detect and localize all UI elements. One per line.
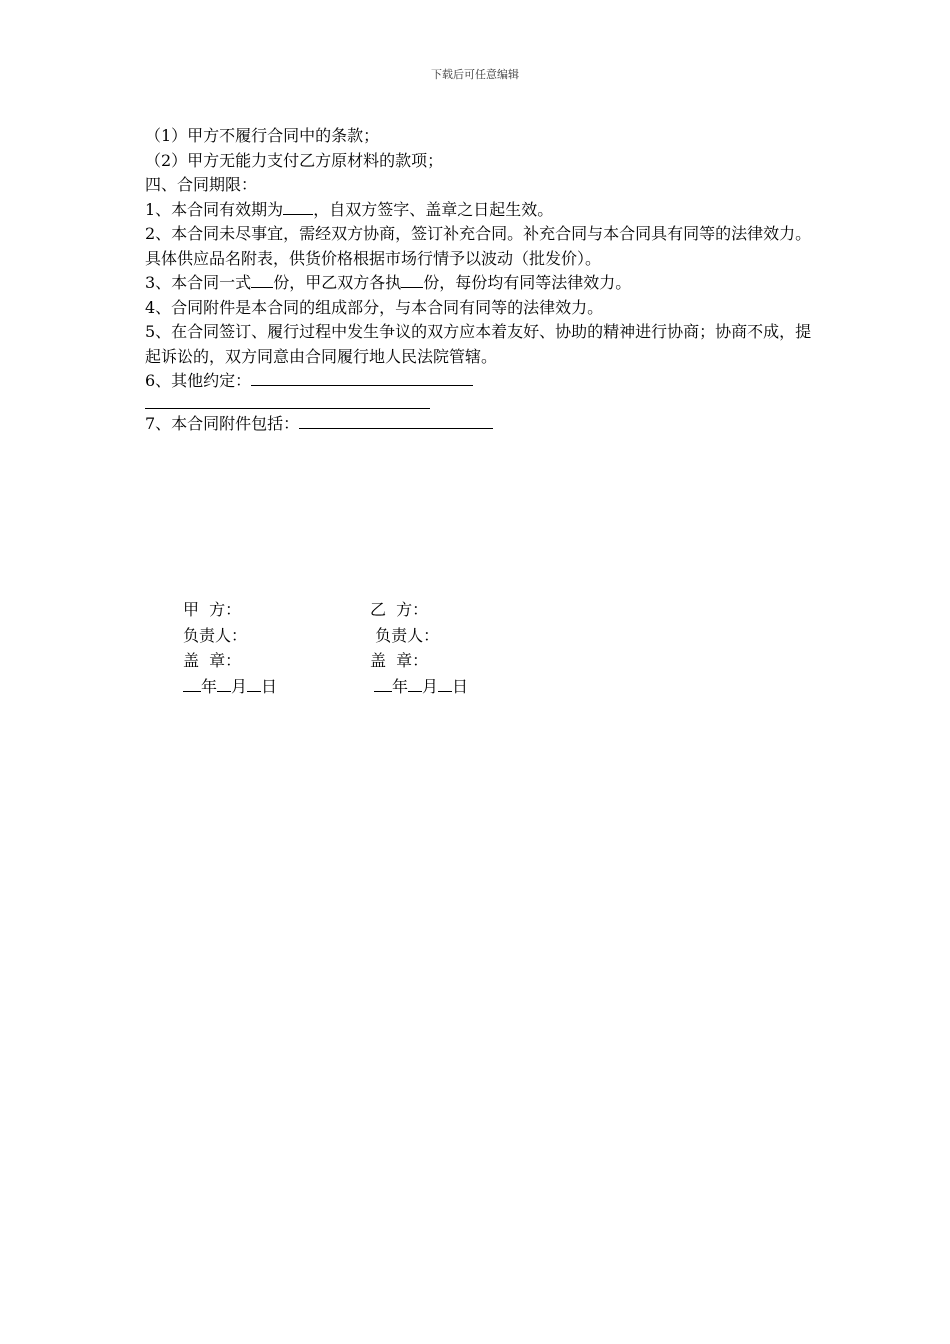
other-terms-blank-line-2 <box>145 394 430 409</box>
item-6 <box>145 369 817 394</box>
day-blank <box>438 677 452 692</box>
item-1-end: ，自双方签字、盖章之日起生效。 <box>313 199 554 219</box>
year-blank <box>183 677 201 692</box>
month-blank <box>408 677 422 692</box>
item-7-label: 7、本合同附件包括： <box>145 413 300 433</box>
day-blank <box>247 677 261 692</box>
month-label: 月 <box>422 676 439 696</box>
contract-body <box>145 124 817 436</box>
page-header: 下载后可任意编辑 <box>431 68 519 81</box>
item-1-start: 1、本合同有效期为 <box>145 199 284 219</box>
month-blank <box>217 677 231 692</box>
year-label: 年 <box>201 676 218 696</box>
section-4-heading: 四、合同期限： <box>145 175 258 194</box>
party-b-person-label: 负责人： <box>370 625 440 645</box>
year-label: 年 <box>392 676 409 696</box>
party-b-label: 乙 方： <box>370 600 429 619</box>
party-a-signature-block <box>183 597 277 699</box>
year-blank <box>374 677 392 692</box>
item-6-label: 6、其他约定： <box>145 371 252 390</box>
attachments-blank <box>299 414 493 429</box>
day-label: 日 <box>452 676 469 696</box>
month-label: 月 <box>231 676 248 696</box>
item-3-end: 份，每份均有同等法律效力。 <box>423 273 632 292</box>
term-blank <box>283 200 313 215</box>
party-b-signature-block <box>370 597 468 699</box>
item-3-start: 3、本合同一式 <box>145 273 252 292</box>
clause-1: （1）甲方不履行合同中的条款； <box>145 126 380 145</box>
party-b-date <box>370 674 468 700</box>
party-a-seal-label: 盖 章： <box>183 651 242 670</box>
clause-2: （2）甲方无能力支付乙方原材料的款项； <box>145 150 444 170</box>
item-5: 5、在合同签订、履行过程中发生争议的双方应本着友好、协助的精神进行协商；协商不成，提起诉讼的，双方同意由合同履行地人民法院管辖。 <box>145 322 812 366</box>
party-a-person-label: 负责人： <box>183 625 248 645</box>
party-a-label: 甲 方： <box>183 600 242 619</box>
other-terms-blank <box>251 371 473 386</box>
item-3 <box>145 271 817 296</box>
copies-blank <box>251 273 273 288</box>
party-a-date <box>183 674 277 700</box>
copies-each-blank <box>401 273 423 288</box>
item-7 <box>145 412 817 437</box>
item-2: 2、本合同未尽事宜，需经双方协商，签订补充合同。补充合同与本合同具有同等的法律效力。具体供应品名附表，供货价格根据市场行情予以波动（批发价）。 <box>145 224 812 268</box>
item-3-middle: 份，甲乙双方各执 <box>273 273 402 292</box>
item-4: 4、合同附件是本合同的组成部分，与本合同有同等的法律效力。 <box>145 297 604 317</box>
day-label: 日 <box>261 676 278 696</box>
party-b-seal-label: 盖 章： <box>370 651 429 670</box>
item-1 <box>145 198 817 223</box>
